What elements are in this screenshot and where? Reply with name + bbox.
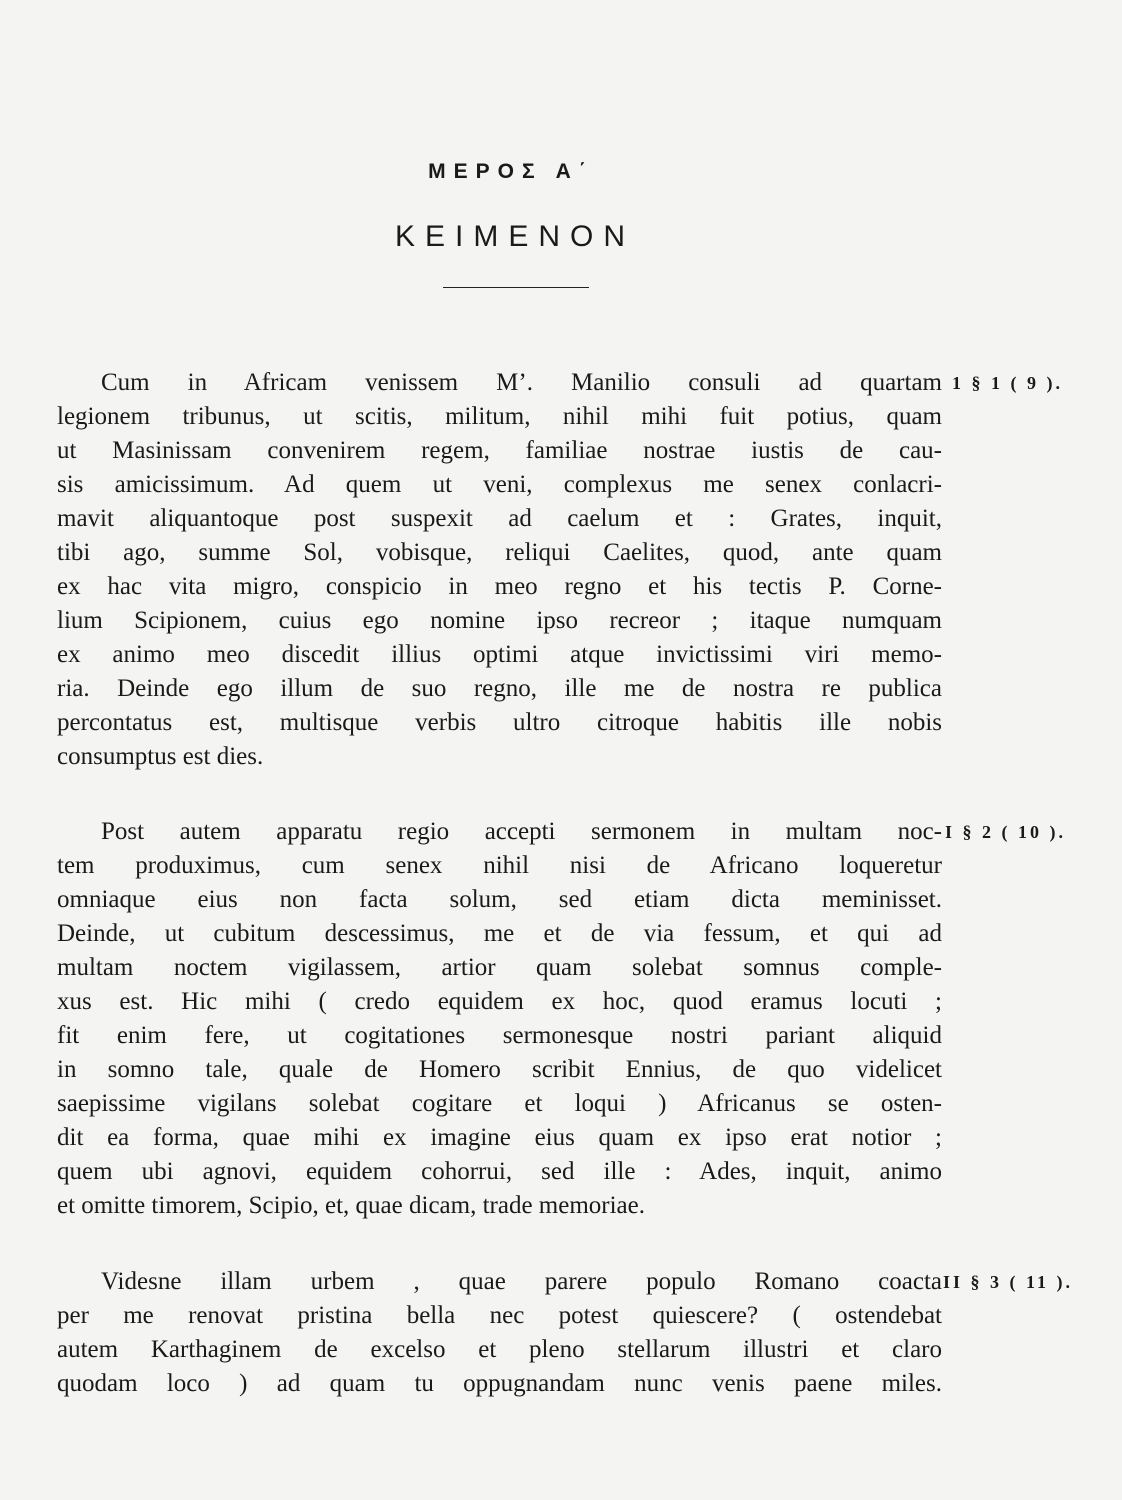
text-line: saepissime vigilans solebat cogitare et loqui ) Africanus se osten-	[57, 1090, 942, 1117]
text-line: lium Scipionem, cuius ego nomine ipso recreor ; itaque numquam	[57, 607, 942, 634]
paragraph-2	[57, 815, 942, 1223]
text-line: Post autem apparatu regio accepti sermonem in multam noc-	[101, 818, 942, 845]
paragraph-3	[57, 1265, 942, 1401]
text-line: omniaque eius non facta solum, sed etiam dicta meminisset.	[57, 886, 942, 913]
text-line: ex hac vita migro, conspicio in meo regno et his tectis P. Corne-	[57, 573, 942, 600]
section-reference: 1 § 1 ( 9 ).	[952, 373, 1063, 393]
text-line: percontatus est, multisque verbis ultro citroque habitis ille nobis	[57, 709, 942, 736]
text-line: mavit aliquantoque post suspexit ad caelum et : Grates, inquit,	[57, 505, 942, 532]
text-line: fit enim fere, ut cogitationes sermonesque nostri pariant aliquid	[57, 1022, 942, 1049]
section-reference: II § 3 ( 11 ).	[943, 1272, 1074, 1292]
text-line: multam noctem vigilassem, artior quam solebat somnus comple-	[57, 954, 942, 981]
title-underline-divider	[443, 287, 589, 288]
text-line: Deinde, ut cubitum descessimus, me et de via fessum, et qui ad	[57, 920, 942, 947]
section-reference: I § 2 ( 10 ).	[945, 822, 1066, 842]
text-line: Cum in Africam venissem M’. Manilio consuli ad quartam	[101, 369, 942, 396]
paragraph-1	[57, 366, 942, 774]
text-line: Videsne illam urbem , quae parere populo Romano coacta	[101, 1268, 942, 1295]
text-line: ex animo meo discedit illius optimi atque invictissimi viri memo-	[57, 641, 942, 668]
text-line: ria. Deinde ego illum de suo regno, ille me de nostra re publica	[57, 675, 942, 702]
part-heading: ΜΕΡΟΣ Α΄	[428, 160, 594, 183]
text-line: legionem tribunus, ut scitis, militum, nihil mihi fuit potius, quam	[57, 403, 942, 430]
text-line: dit ea forma, quae mihi ex imagine eius quam ex ipso erat notior ;	[57, 1124, 942, 1151]
text-line: consumptus est dies.	[57, 743, 264, 770]
text-line: quodam loco ) ad quam tu oppugnandam nunc venis paene miles.	[57, 1370, 942, 1397]
page-title: ΚΕΙΜΕΝΟΝ	[394, 220, 636, 253]
text-line: in somno tale, quale de Homero scribit Ennius, de quo videlicet	[57, 1056, 942, 1083]
text-line: per me renovat pristina bella nec potest quiescere? ( ostendebat	[57, 1302, 942, 1329]
text-line: et omitte timorem, Scipio, et, quae dicam, trade memoriae.	[57, 1192, 646, 1219]
text-line: tem produximus, cum senex nihil nisi de Africano loqueretur	[57, 852, 942, 879]
text-line: quem ubi agnovi, equidem cohorrui, sed ille : Ades, inquit, animo	[57, 1158, 942, 1185]
text-line: ut Masinissam convenirem regem, familiae nostrae iustis de cau-	[57, 437, 942, 464]
text-line: xus est. Hic mihi ( credo equidem ex hoc, quod eramus locuti ;	[57, 988, 942, 1015]
text-line: tibi ago, summe Sol, vobisque, reliqui Caelites, quod, ante quam	[57, 539, 942, 566]
text-line: autem Karthaginem de excelso et pleno stellarum illustri et claro	[57, 1336, 942, 1363]
text-line: sis amicissimum. Ad quem ut veni, complexus me senex conlacri-	[57, 471, 942, 498]
